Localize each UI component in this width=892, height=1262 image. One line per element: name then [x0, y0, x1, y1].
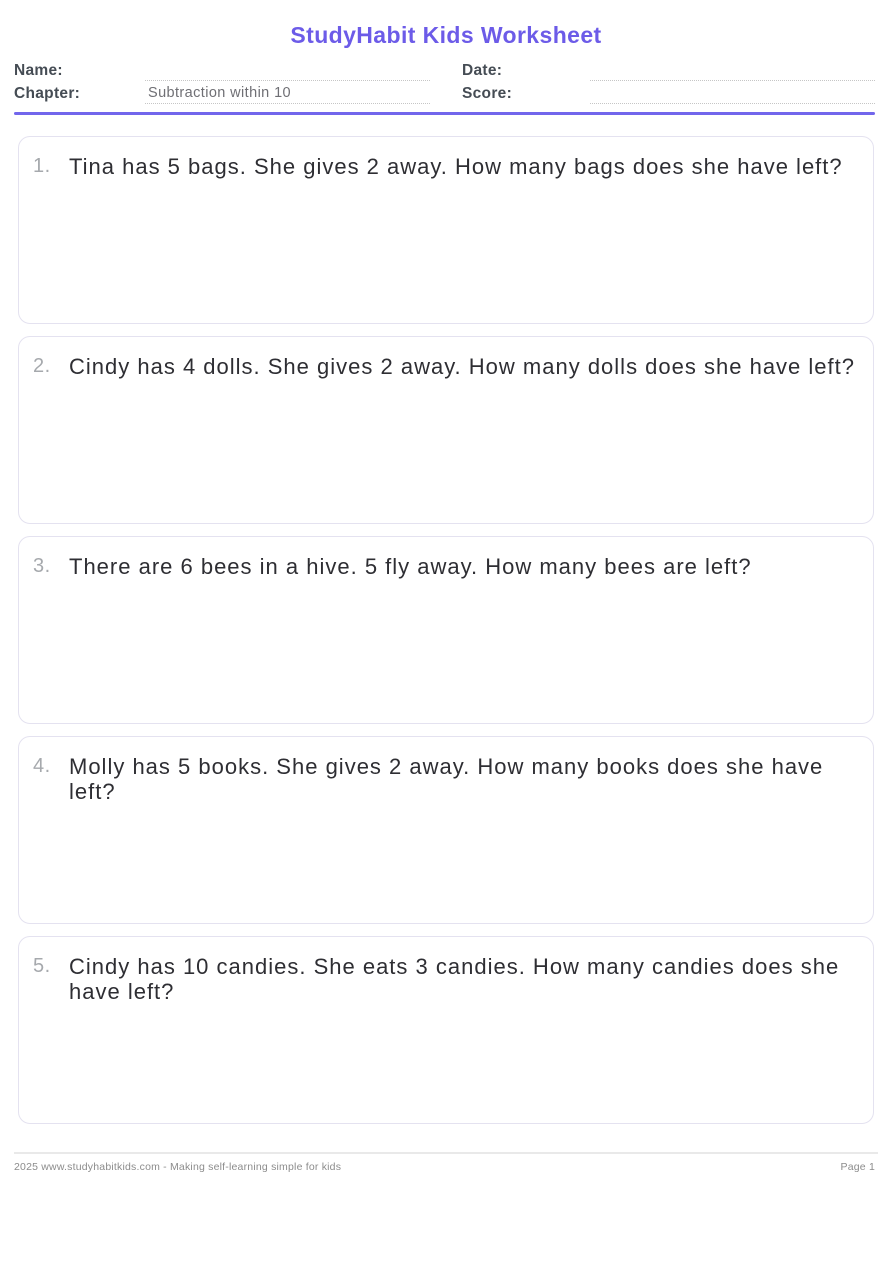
score-label: Score: [462, 85, 513, 102]
question-number: 3. [33, 554, 51, 577]
question-number: 1. [33, 154, 51, 177]
date-write-line [590, 61, 875, 81]
date-label: Date: [462, 62, 503, 79]
question-number: 2. [33, 354, 51, 377]
question-box-4 [18, 736, 874, 924]
fields-row-2 [14, 81, 875, 104]
name-write-line [145, 61, 430, 81]
score-field [462, 83, 875, 104]
question-text: Molly has 5 books. She gives 2 away. How many books does she have left? [69, 753, 824, 804]
question-box-2 [18, 336, 874, 524]
question-text: There are 6 bees in a hive. 5 fly away. How many bees are left? [69, 553, 752, 579]
name-label: Name: [14, 62, 63, 79]
header-fields [14, 58, 875, 104]
question-number: 5. [33, 954, 51, 977]
question-box-3 [18, 536, 874, 724]
page-title: StudyHabit Kids Worksheet [290, 22, 602, 48]
question-text: Cindy has 4 dolls. She gives 2 away. How many dolls does she have left? [69, 353, 855, 379]
chapter-value: Subtraction within 10 [148, 85, 292, 101]
question-box-5 [18, 936, 874, 1124]
chapter-write-line [145, 84, 430, 104]
question-text: Cindy has 10 candies. She eats 3 candies. How many candies does she have left? [69, 953, 840, 1004]
footer-divider [14, 1152, 878, 1154]
footer-page-number: Page 1 [840, 1161, 875, 1173]
question-number: 4. [33, 754, 51, 777]
question-text: Tina has 5 bags. She gives 2 away. How many bags does she have left? [69, 153, 843, 179]
name-field [14, 60, 430, 81]
questions-list [0, 115, 892, 1124]
question-box-1 [18, 136, 874, 324]
page-footer [0, 1152, 892, 1173]
date-field [462, 60, 875, 81]
chapter-field [14, 83, 430, 104]
worksheet-header [0, 0, 892, 115]
footer-credit: 2025 www.studyhabitkids.com - Making self-learning simple for kids [14, 1161, 342, 1173]
score-write-line [590, 84, 875, 104]
fields-row-1 [14, 58, 875, 81]
chapter-label: Chapter: [14, 85, 81, 102]
footer-row [0, 1161, 892, 1173]
